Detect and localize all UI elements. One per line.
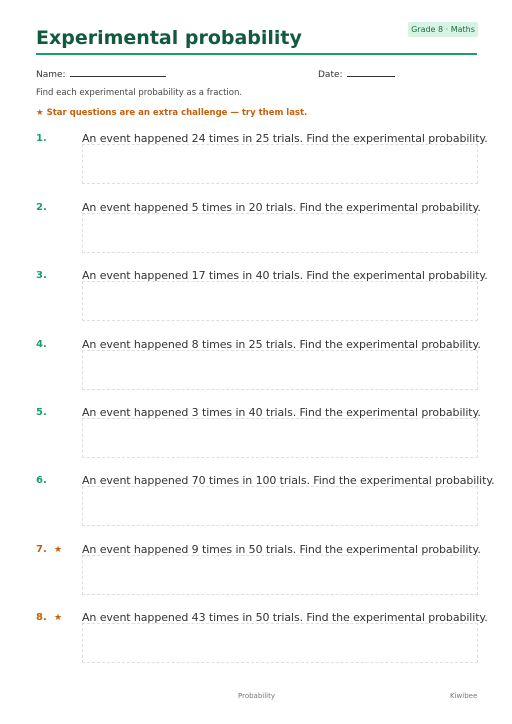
date-label: Date: <box>318 70 343 80</box>
question-text: An event happened 43 times in 50 trials. Find the experimental probability. <box>82 611 488 624</box>
question-text: An event happened 17 times in 40 trials. Find the experimental probability. <box>82 269 488 282</box>
star-icon: ★ <box>54 545 63 555</box>
question-number: 3. <box>36 270 47 281</box>
answer-box[interactable] <box>82 144 478 184</box>
answer-box[interactable] <box>82 486 478 526</box>
star-icon: ★ <box>54 613 63 623</box>
question-number: 5. <box>36 407 47 418</box>
question <box>0 338 512 398</box>
question <box>0 474 512 534</box>
question-number: 4. <box>36 339 47 350</box>
answer-box[interactable] <box>82 350 478 390</box>
question <box>0 269 512 329</box>
question-text: An event happened 24 times in 25 trials. Find the experimental probability. <box>82 132 488 145</box>
question <box>0 201 512 261</box>
instructions: Find each experimental probability as a fraction. <box>36 88 243 98</box>
question-text: An event happened 70 times in 100 trials. Find the experimental probability. <box>82 474 495 487</box>
question <box>0 611 512 671</box>
question-number: 1. <box>36 133 47 144</box>
question <box>0 406 512 466</box>
name-label: Name: <box>36 70 66 80</box>
title-divider <box>36 53 477 55</box>
question-number: 6. <box>36 475 47 486</box>
question <box>0 132 512 192</box>
answer-box[interactable] <box>82 418 478 458</box>
answer-box[interactable] <box>82 623 478 663</box>
date-line[interactable] <box>347 68 395 77</box>
question-number: 2. <box>36 202 47 213</box>
footer-brand: Kiwibee <box>450 692 478 700</box>
answer-box[interactable] <box>82 213 478 253</box>
worksheet-title: Experimental probability <box>36 27 302 49</box>
question-text: An event happened 9 times in 50 trials. Find the experimental probability. <box>82 543 481 556</box>
name-field <box>36 68 166 80</box>
date-field <box>318 68 395 80</box>
question-text: An event happened 5 times in 20 trials. Find the experimental probability. <box>82 201 481 214</box>
answer-box[interactable] <box>82 281 478 321</box>
question-number: 8. <box>36 612 47 623</box>
question <box>0 543 512 603</box>
answer-box[interactable] <box>82 555 478 595</box>
grade-badge: Grade 8 · Maths <box>408 22 478 37</box>
question-text: An event happened 8 times in 25 trials. Find the experimental probability. <box>82 338 481 351</box>
footer-topic: Probability <box>238 692 276 700</box>
star-note: ★ Star questions are an extra challenge — try them last. <box>36 108 308 118</box>
question-text: An event happened 3 times in 40 trials. Find the experimental probability. <box>82 406 481 419</box>
question-number: 7. <box>36 544 47 555</box>
name-line[interactable] <box>70 68 166 77</box>
